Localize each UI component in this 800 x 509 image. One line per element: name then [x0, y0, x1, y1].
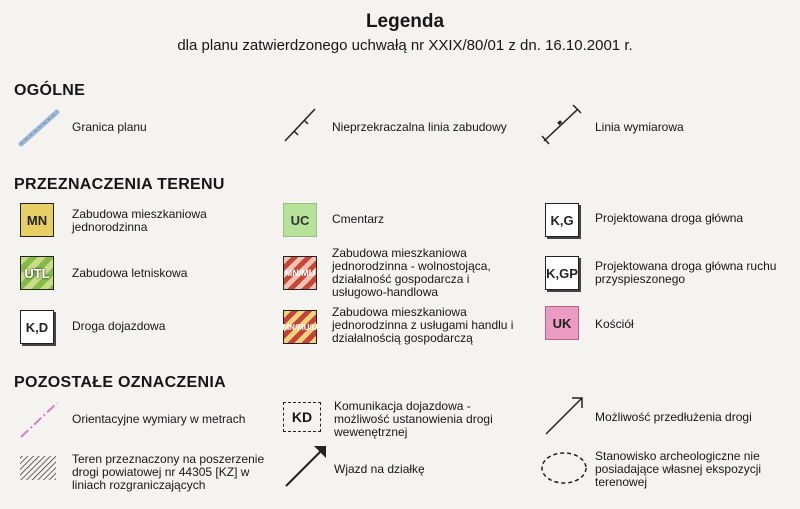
plan-boundary-label: Granica planu: [72, 120, 147, 134]
access-road-label: Komunikacja dojazdowa - możliwość ustanowienia drogi wewenętrznej: [334, 399, 493, 439]
section-other: POZOSTAŁE OZNACZENIA: [14, 374, 226, 391]
section-general: OGÓLNE: [14, 82, 86, 99]
plan-boundary-icon: [18, 108, 60, 148]
kd-label: Droga dojazdowa: [72, 319, 166, 333]
uc-swatch: UC: [283, 203, 317, 237]
legend-subtitle: dla planu zatwierdzonego uchwałą nr XXIX/80/01 z dn. 16.10.2001 r.: [177, 37, 633, 54]
uk-label: Kościół: [595, 317, 634, 331]
kgp-label: Projektowana droga główna ruchu przyspieszonego: [595, 259, 777, 286]
orient-dims-label: Orientacyjne wymiary w metrach: [72, 412, 246, 426]
entry-label: Wjazd na działkę: [334, 462, 425, 476]
utl-label: Zabudowa letniskowa: [72, 266, 188, 280]
access-road-symbol: KD: [283, 402, 321, 432]
kg-label: Projektowana droga główna: [595, 211, 744, 225]
road-extension-label: Możliwość przedłużenia drogi: [595, 410, 752, 424]
mnuh-label: Zabudowa mieszkaniowa jednorodzinna - wolnostojąca, działalność gospodarcza i usługowo-handlowa: [332, 246, 491, 299]
mnu-label: Zabudowa mieszkaniowa jednorodzinna z usługami handlu i działalnością gospodarczą: [332, 305, 514, 345]
dimension-line-icon: [540, 103, 582, 145]
kd-swatch: K,D: [20, 310, 54, 344]
orient-dims-icon: [18, 400, 60, 440]
mn-swatch: MN: [20, 203, 54, 237]
building-line-label: Nieprzekraczalna linia zabudowy: [332, 120, 507, 134]
road-extension-arrow-icon: [542, 392, 588, 438]
kgp-swatch: K,GP: [545, 256, 579, 290]
building-line-icon: [282, 105, 318, 145]
mnu-swatch: MN/MU/U: [283, 310, 317, 344]
widening-label: Teren przeznaczony na poszerzenie drogi powiatowej nr 44305 [KZ] w liniach rozgraniczających: [72, 452, 265, 492]
archaeo-label: Stanowisko archeologiczne nie posiadające własnej ekspozycji terenowej: [595, 449, 762, 489]
entry-arrow-icon: [282, 442, 330, 490]
utl-swatch: UTL: [20, 256, 54, 290]
uc-label: Cmentarz: [332, 212, 385, 226]
mn-label: Zabudowa mieszkaniowa jednorodzinna: [72, 207, 207, 234]
legend-title: Legenda: [365, 11, 445, 32]
mnuh-swatch: MN/MU: [283, 256, 317, 290]
uk-swatch: UK: [545, 306, 579, 340]
archaeo-ellipse-icon: [539, 450, 589, 486]
kg-swatch: K,G: [545, 203, 579, 237]
section-land-use: PRZEZNACZENIA TERENU: [14, 176, 225, 193]
widening-hatch-icon: [18, 454, 58, 482]
dimension-line-label: Linia wymiarowa: [595, 120, 684, 134]
